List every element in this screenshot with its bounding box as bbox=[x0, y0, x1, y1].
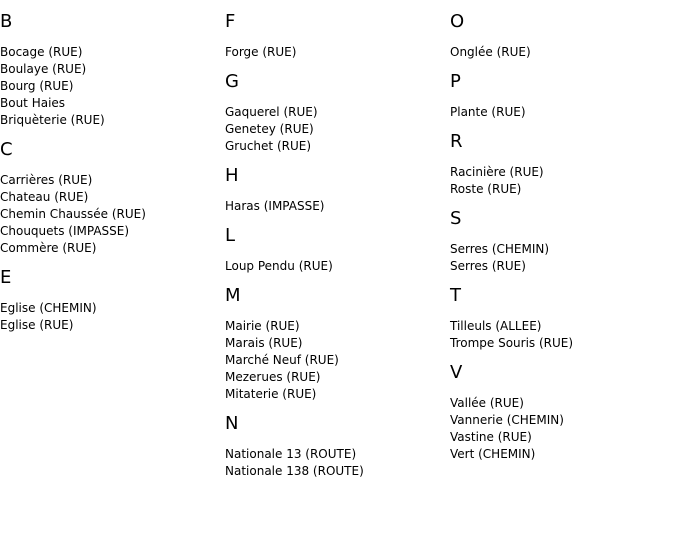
letter-heading: R bbox=[450, 131, 463, 152]
street-link[interactable]: Chouquets (IMPASSE) bbox=[0, 224, 130, 238]
letter-group-e bbox=[0, 268, 220, 334]
letter-group-c bbox=[0, 140, 220, 257]
letter-group-h bbox=[225, 166, 445, 215]
street-link[interactable]: Onglée (RUE) bbox=[450, 45, 531, 59]
street-link[interactable]: Tilleuls (ALLEE) bbox=[450, 319, 542, 333]
street-link[interactable]: Nationale 13 (ROUTE) bbox=[225, 447, 357, 461]
street-link[interactable]: Mairie (RUE) bbox=[225, 319, 300, 333]
street-link[interactable]: Boulaye (RUE) bbox=[0, 62, 87, 76]
letter-heading: B bbox=[0, 11, 13, 32]
street-link[interactable]: Serres (RUE) bbox=[450, 259, 526, 273]
street-link[interactable]: Racinière (RUE) bbox=[450, 165, 544, 179]
street-link[interactable]: Marais (RUE) bbox=[225, 336, 303, 350]
letter-heading: H bbox=[225, 165, 239, 186]
street-link[interactable]: Vert (CHEMIN) bbox=[450, 447, 536, 461]
letter-group-o bbox=[450, 12, 670, 61]
letter-group-t bbox=[450, 286, 670, 352]
street-link[interactable]: Eglise (CHEMIN) bbox=[0, 301, 97, 315]
street-link[interactable]: Vastine (RUE) bbox=[450, 430, 532, 444]
letter-group-p bbox=[450, 72, 670, 121]
letter-group-l bbox=[225, 226, 445, 275]
street-link[interactable]: Commère (RUE) bbox=[0, 241, 97, 255]
letter-group-b bbox=[0, 12, 220, 129]
street-link[interactable]: Bocage (RUE) bbox=[0, 45, 83, 59]
letter-heading: N bbox=[225, 413, 239, 434]
letter-group-m bbox=[225, 286, 445, 403]
letter-heading: C bbox=[0, 139, 13, 160]
letter-group-n bbox=[225, 414, 445, 480]
street-link[interactable]: Mitaterie (RUE) bbox=[225, 387, 317, 401]
street-link[interactable]: Forge (RUE) bbox=[225, 45, 297, 59]
letter-group-s bbox=[450, 209, 670, 275]
letter-heading: G bbox=[225, 71, 239, 92]
street-link[interactable]: Briquèterie (RUE) bbox=[0, 113, 105, 127]
letter-heading: T bbox=[450, 285, 461, 306]
street-link[interactable]: Vallée (RUE) bbox=[450, 396, 524, 410]
letter-heading: F bbox=[225, 11, 236, 32]
letter-group-r bbox=[450, 132, 670, 198]
index-column-2 bbox=[225, 12, 445, 491]
street-link[interactable]: Gaquerel (RUE) bbox=[225, 105, 318, 119]
street-link[interactable]: Chemin Chaussée (RUE) bbox=[0, 207, 146, 221]
street-link[interactable]: Loup Pendu (RUE) bbox=[225, 259, 333, 273]
street-link[interactable]: Bourg (RUE) bbox=[0, 79, 74, 93]
street-link[interactable]: Chateau (RUE) bbox=[0, 190, 89, 204]
street-link[interactable]: Marché Neuf (RUE) bbox=[225, 353, 339, 367]
letter-group-v bbox=[450, 363, 670, 463]
letter-heading: M bbox=[225, 285, 241, 306]
index-column-3 bbox=[450, 12, 670, 474]
street-link[interactable]: Haras (IMPASSE) bbox=[225, 199, 325, 213]
street-link[interactable]: Gruchet (RUE) bbox=[225, 139, 312, 153]
letter-heading: S bbox=[450, 208, 462, 229]
letter-group-f bbox=[225, 12, 445, 61]
street-link[interactable]: Vannerie (CHEMIN) bbox=[450, 413, 564, 427]
street-link[interactable]: Carrières (RUE) bbox=[0, 173, 93, 187]
street-link[interactable]: Roste (RUE) bbox=[450, 182, 522, 196]
street-link[interactable]: Plante (RUE) bbox=[450, 105, 526, 119]
letter-heading: O bbox=[450, 11, 465, 32]
letter-heading: L bbox=[225, 225, 236, 246]
index-column-1 bbox=[0, 12, 220, 345]
street-link[interactable]: Eglise (RUE) bbox=[0, 318, 74, 332]
street-link[interactable]: Genetey (RUE) bbox=[225, 122, 314, 136]
street-link[interactable]: Mezerues (RUE) bbox=[225, 370, 321, 384]
street-link[interactable]: Bout Haies bbox=[0, 96, 66, 110]
letter-heading: P bbox=[450, 71, 461, 92]
street-link[interactable]: Trompe Souris (RUE) bbox=[450, 336, 574, 350]
letter-heading: E bbox=[0, 267, 12, 288]
street-link[interactable]: Serres (CHEMIN) bbox=[450, 242, 550, 256]
letter-group-g bbox=[225, 72, 445, 155]
letter-heading: V bbox=[450, 362, 463, 383]
street-link[interactable]: Nationale 138 (ROUTE) bbox=[225, 464, 364, 478]
